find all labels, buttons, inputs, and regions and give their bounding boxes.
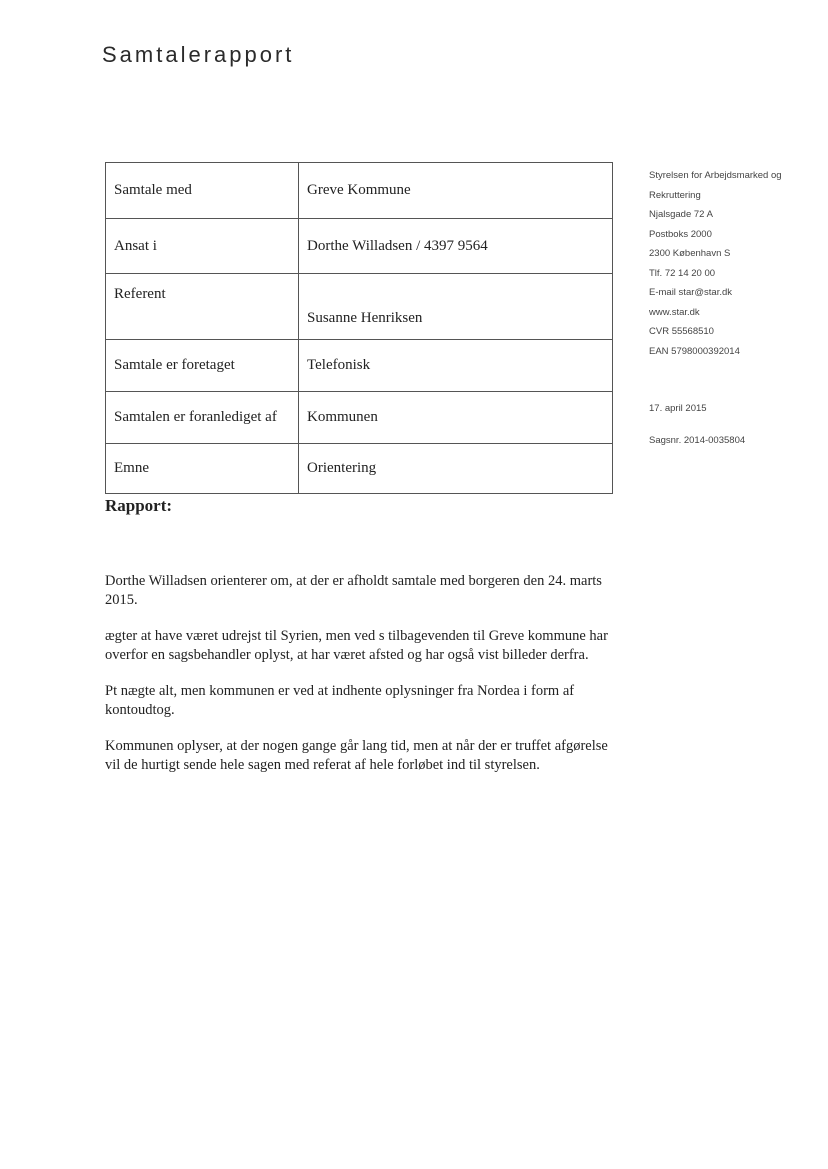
table-row <box>106 163 613 219</box>
field-label: Emne <box>106 444 299 494</box>
conversation-details-table <box>105 162 613 494</box>
page-title: Samtalerapport <box>102 42 295 67</box>
report-heading: Rapport: <box>105 496 173 515</box>
field-label: Ansat i <box>106 219 299 274</box>
document-date: 17. april 2015 <box>649 403 707 414</box>
table-row <box>106 219 613 274</box>
sender-line: Njalsgade 72 A <box>649 209 713 220</box>
report-paragraph: Kommunen oplyser, at der nogen gange går lang tid, men at når der er truffet afgørelse vil de hurtigt sende hele sagen med referat af hele forløbet ind til styrelsen. <box>105 738 608 773</box>
report-body <box>105 572 617 792</box>
report-paragraph: ægter at have været udrejst til Syrien, men ved s tilbagevenden til Greve kommune har overfor en sagsbehandler oplyst, at har været afsted og har også vist billeder derfra. <box>105 628 608 663</box>
sender-line: Tlf. 72 14 20 00 <box>649 267 716 279</box>
field-value: Dorthe Willadsen / 4397 9564 <box>299 219 613 274</box>
field-value: Orientering <box>299 444 613 494</box>
table-row <box>106 444 613 494</box>
sender-line: Styrelsen for Arbejdsmarked og <box>649 170 782 181</box>
sender-line: CVR 55568510 <box>649 326 714 337</box>
field-label: Samtale med <box>106 163 299 219</box>
sender-line: 2300 København S <box>649 248 731 259</box>
field-value: Greve Kommune <box>299 163 613 219</box>
field-value: Telefonisk <box>299 340 613 392</box>
case-number: Sagsnr. 2014-0035804 <box>649 435 746 446</box>
sender-line: Postboks 2000 <box>649 228 712 240</box>
field-value: Kommunen <box>299 392 613 444</box>
sender-address-block <box>649 166 824 361</box>
table-row <box>106 340 613 392</box>
field-label: Referent <box>106 274 299 340</box>
table-row <box>106 392 613 444</box>
report-paragraph: Dorthe Willadsen orienterer om, at der er afholdt samtale med borgeren den 24. marts 2015. <box>105 573 602 608</box>
sender-line: Rekruttering <box>649 189 701 201</box>
field-label: Samtale er foretaget <box>106 340 299 392</box>
table-row <box>106 274 613 340</box>
report-paragraph: Pt nægte alt, men kommunen er ved at indhente oplysninger fra Nordea i form af kontoudtog. <box>105 683 575 718</box>
sender-website: www.star.dk <box>649 306 700 318</box>
field-value: Susanne Henriksen <box>299 274 613 340</box>
sender-line: EAN 5798000392014 <box>649 345 740 357</box>
field-label: Samtalen er foranlediget af <box>106 392 299 444</box>
sender-email: E-mail star@star.dk <box>649 287 733 298</box>
